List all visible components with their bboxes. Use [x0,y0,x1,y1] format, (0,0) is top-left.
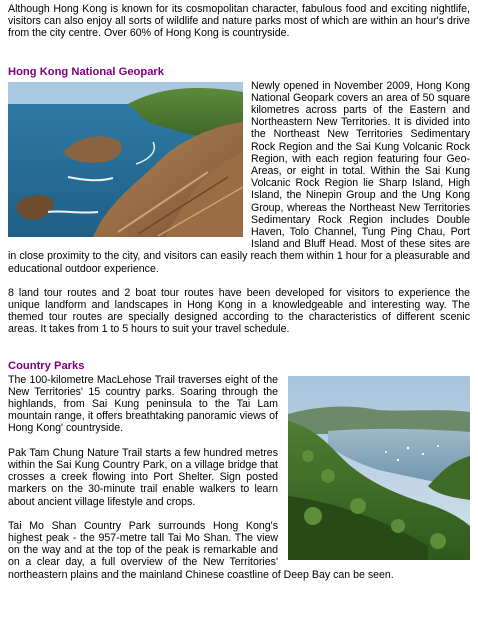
country-parks-heading: Country Parks [8,359,85,372]
country-parks-paragraph-3: Tai Mo Shan Country Park surrounds Hong Kong's highest peak - the 957-metre tall Tai Mo Shan. The view on the way and at the top of the peak is remarkable and on a clear day, a full overview of the New Territories' northeastern plains and the mainland Chinese coastline of Deep Bay can be seen. [8,519,394,581]
country-parks-paragraph-1: The 100-kilometre MacLehose Trail traverses eight of the New Territories' 15 country parks. Soaring through the highlands, from Sai Kung peninsula to the Tai Lam mountain range, it offers breathtaking panoramic views of Hong Kong' countryside. [8,373,278,435]
country-parks-section [8,360,470,581]
geopark-paragraph-1: Newly opened in November 2009, Hong Kong National Geopark covers an area of 50 square kilometres across parts of the Eastern and Northeastern New Territories. It is divided into the Northeast New Territories Sedimentary Rock Region and the Sai Kung Volcanic Rock Region, with each region featuring four Geo-Areas, or eight in total. Within the Sai Kung Volcanic Rock Region lie Sharp Island, High Island, the Ninepin Group and the Ung Kong Group, whereas the Northeast New Territories Sedimentary Rock Region includes Double Haven, Tolo Channel, Tung Ping Chau, Port Island and Bluff Head. Most of these sites are in close proximity to the city, and visitors can easily reach them within 1 hour for a pleasurable and educational outdoor experience. [8,79,470,275]
intro-paragraph: Although Hong Kong is known for its cosmopolitan character, fabulous food and exciting nightlife, visitors can also enjoy all sorts of wildlife and nature parks most of which are within an hour's drive from the city centre. Over 60% of Hong Kong is countryside. [8,3,470,40]
country-parks-harbour-image [288,376,470,560]
country-parks-paragraph-2: Pak Tam Chung Nature Trail starts a few hundred metres within the Sai Kung Country Park, on a village bridge that crosses a creek flowing into Port Shelter. Sign posted markers on the 30-minute trail enable walkers to learn about ancient village lifestyle and crops. [8,446,278,508]
geopark-paragraph-2: 8 land tour routes and 2 boat tour routes have been developed for visitors to experience the unique landform and landscapes in Hong Kong in a knowledgeable and interesting way. The themed tour routes are specially designed according to the characteristics of different scenic areas. It takes from 1 to 5 hours to suit your travel schedule. [8,286,470,336]
geopark-rocky-coastline-image [8,82,243,237]
geopark-heading: Hong Kong National Geopark [8,65,165,78]
geopark-section [8,66,470,336]
article [8,3,470,581]
